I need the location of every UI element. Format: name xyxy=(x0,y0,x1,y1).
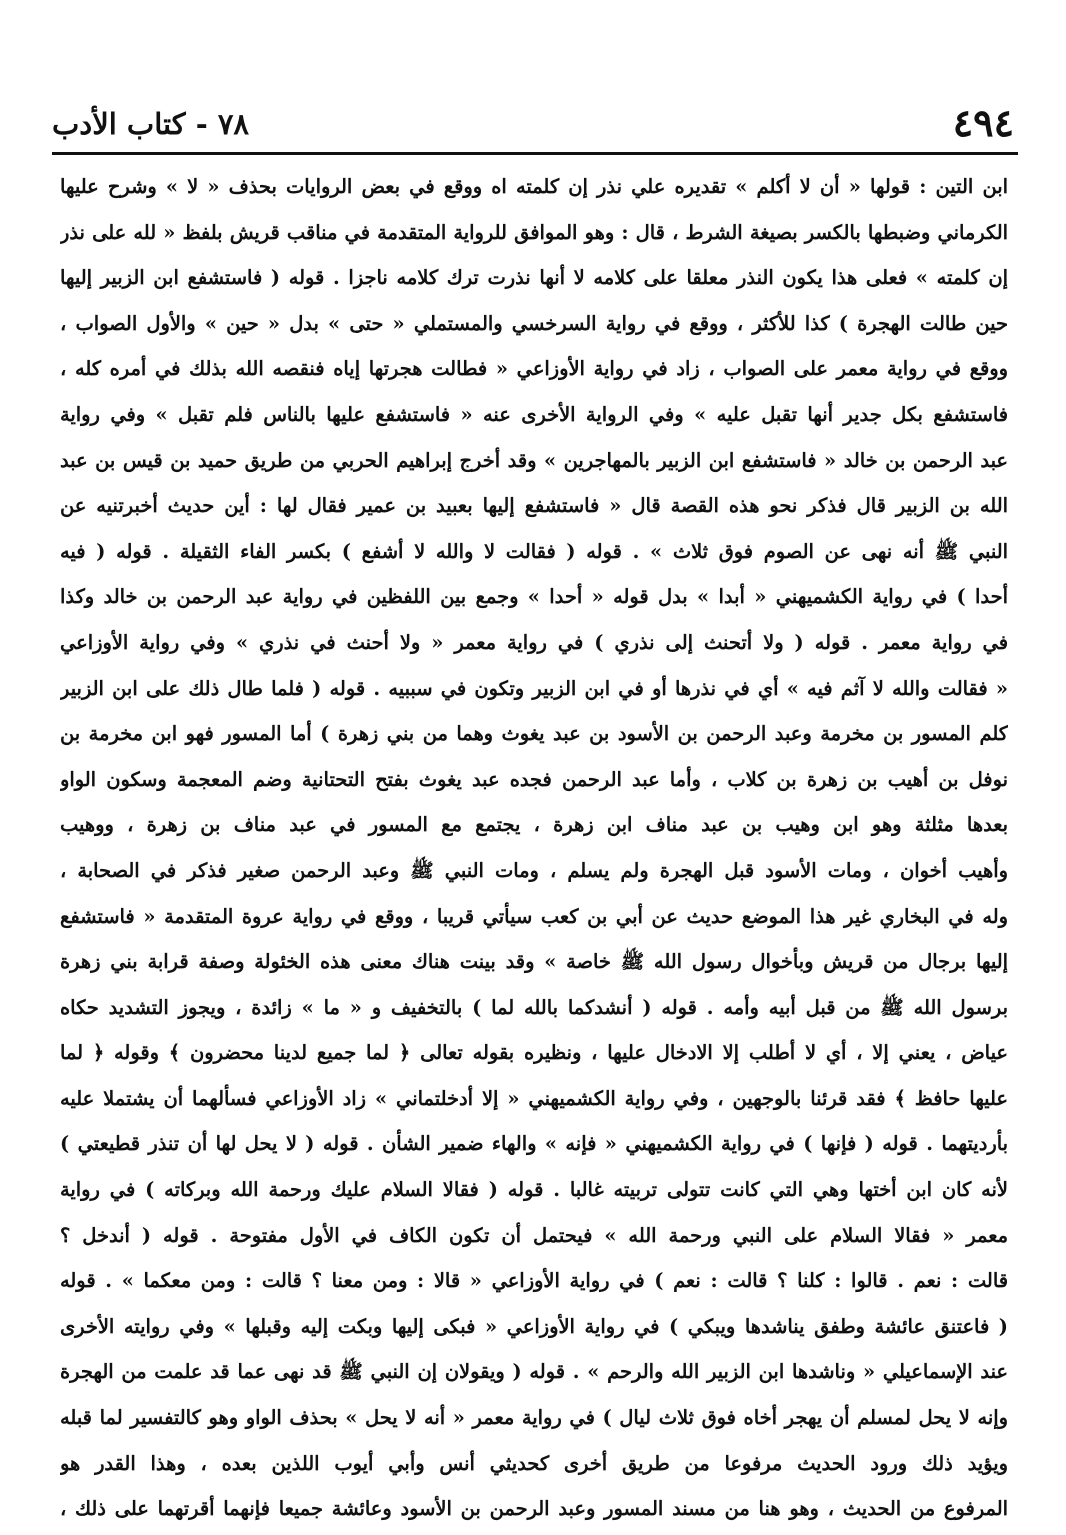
text-line: حين طالت الهجرة ) كذا للأكثر ، ووقع في رواية السرخسي والمستملي « حتى » بدل « حين » والأول الصواب ، xyxy=(60,311,1008,335)
text-line: فاستشفع بكل جدير أنها تقبل عليه » وفي الرواية الأخرى عنه « فاستشفع عليها بالناس فلم تقبل » وفي رواية xyxy=(60,402,1008,426)
text-line: ووقع في رواية معمر على الصواب ، زاد في رواية الأوزاعي « فطالت هجرتها إياه فنقصه الله بذلك في أمره كله ، xyxy=(60,357,1008,381)
text-line: « فقالت والله لا آثم فيه » أي في نذرها أو في ابن الزبير وتكون في سببيه . قوله ( فلما طال ذلك على ابن الزبير xyxy=(60,676,1008,700)
text-line: كلم المسور بن مخرمة وعبد الرحمن بن الأسود بن عبد يغوث وهما من بني زهرة ) أما المسور فهو ابن مخرمة بن xyxy=(60,722,1008,746)
text-line: عبد الرحمن بن خالد « فاستشفع ابن الزبير بالمهاجرين » وقد أخرج إبراهيم الحربي من طريق حميد بن قيس بن عبد xyxy=(60,448,1008,472)
text-line: وأهيب أخوان ، ومات الأسود قبل الهجرة ولم يسلم ، ومات النبي ﷺ وعبد الرحمن صغير فذكر في الصحابة ، xyxy=(60,858,1008,882)
text-line: إن كلمته » فعلى هذا يكون النذر معلقا على كلامه لا أنها نذرت ترك كلامه ناجزا . قوله ( فاستشفع ابن الزبير إليها xyxy=(60,266,1008,290)
text-line: نوفل بن أهيب بن زهرة بن كلاب ، وأما عبد الرحمن فجده عبد يغوث بفتح التحتانية وضم المعجمة وسكون الواو xyxy=(60,767,1008,791)
text-line: ابن التين : قولها « أن لا أكلم » تقديره علي نذر إن كلمته اه ووقع في بعض الروايات بحذف « لا » وشرح عليها xyxy=(60,175,1008,198)
text-line: لأنه كان ابن أختها وهي التي كانت تتولى تربيته غالبا . قوله ( فقالا السلام عليك ورحمة الله وبركاته ) في رواية xyxy=(60,1178,1008,1202)
text-line: بعدها مثلثة وهو ابن وهيب بن عبد مناف ابن زهرة ، يجتمع مع المسور في عبد مناف بن زهرة ، ووهيب xyxy=(60,813,1008,837)
text-line: معمر « فقالا السلام على النبي ورحمة الله » فيحتمل أن تكون الكاف في الأول مفتوحة . قوله ( أندخل ؟ xyxy=(60,1223,1008,1247)
chapter-title: ٧٨ - كتاب الأدب xyxy=(52,107,249,141)
text-line: ( فاعتنق عائشة وطفق يناشدها ويبكي ) في رواية الأوزاعي « فبكى إليها وبكت إليه وقبلها » وفي روايته الأخرى xyxy=(60,1314,1008,1338)
text-line: وإنه لا يحل لمسلم أن يهجر أخاه فوق ثلاث ليال ) في رواية معمر « أنه لا يحل » بحذف الواو وهو كالتفسير لما قبله xyxy=(60,1406,1008,1430)
text-line: قالت : نعم . قالوا : كلنا ؟ قالت : نعم ) في رواية الأوزاعي « قالا : ومن معنا ؟ قالت : ومن معكما » . قوله xyxy=(60,1269,1008,1293)
text-line: النبي ﷺ أنه نهى عن الصوم فوق ثلاث » . قوله ( فقالت لا والله لا أشفع ) بكسر الفاء الثقيلة . قوله ( فيه xyxy=(60,539,1008,563)
text-line: عند الإسماعيلي « وناشدها ابن الزبير الله والرحم » . قوله ( ويقولان إن النبي ﷺ قد نهى عما قد علمت من الهجرة xyxy=(60,1360,1008,1384)
text-line: إليها برجال من قريش وبأخوال رسول الله ﷺ خاصة » وقد بينت هناك معنى هذه الخئولة وصفة قرابة بني زهرة xyxy=(60,950,1008,974)
page-number: ٤٩٤ xyxy=(952,100,1014,145)
commentary-text xyxy=(60,164,1008,1532)
text-line: عليها حافظ ﴾ فقد قرئنا بالوجهين ، وفي رواية الكشميهني « إلا أدخلتماني » زاد الأوزاعي فسألهما أن يشتملا عليه xyxy=(60,1086,1008,1110)
text-line: برسول الله ﷺ من قبل أبيه وأمه . قوله ( أنشدكما بالله لما ) بالتخفيف و « ما » زائدة ، ويجوز التشديد حكاه xyxy=(60,995,1008,1019)
text-line: وله في البخاري غير هذا الموضع حديث عن أبي بن كعب سيأتي قريبا ، ووقع في رواية عروة المتقدمة « فاستشفع xyxy=(60,904,1008,928)
text-line: الله بن الزبير قال فذكر نحو هذه القصة قال « فاستشفع إليها بعبيد بن عمير فقال لها : أين حديث أخبرتنيه عن xyxy=(60,494,1008,518)
text-line: أحدا ) في رواية الكشميهني « أبدا » بدل قوله « أحدا » وجمع بين اللفظين في رواية عبد الرحمن بن خالد وكذا xyxy=(60,585,1008,609)
text-line: المرفوع من الحديث ، وهو هنا من مسند المسور وعبد الرحمن بن الأسود وعائشة جميعا فإنهما أقرتهما على ذلك ، xyxy=(60,1497,1008,1521)
text-line: بأرديتهما . قوله ( فإنها ) في رواية الكشميهني « فإنه » والهاء ضمير الشأن . قوله ( لا يحل لها أن تنذر قطيعتي ) xyxy=(60,1132,1008,1156)
text-line: ويؤيد ذلك ورود الحديث مرفوعا من طريق أخرى كحديثي أنس وأبي أيوب اللذين بعده ، وهذا القدر هو xyxy=(60,1451,1008,1475)
text-line: في رواية معمر . قوله ( ولا أتحنث إلى نذري ) في رواية معمر « ولا أحنث في نذري » وفي رواية الأوزاعي xyxy=(60,630,1008,654)
page-header xyxy=(52,100,1014,148)
text-line: الكرماني وضبطها بالكسر بصيغة الشرط ، قال : وهو الموافق للرواية المتقدمة في مناقب قريش بلفظ « لله على نذر xyxy=(60,220,1008,244)
text-line: عياض ، يعني إلا ، أي لا أطلب إلا الادخال عليها ، ونظيره بقوله تعالى ﴿ لما جميع لدينا محضرون ﴾ وقوله ﴿ لما xyxy=(60,1041,1008,1065)
header-divider xyxy=(52,152,1018,155)
